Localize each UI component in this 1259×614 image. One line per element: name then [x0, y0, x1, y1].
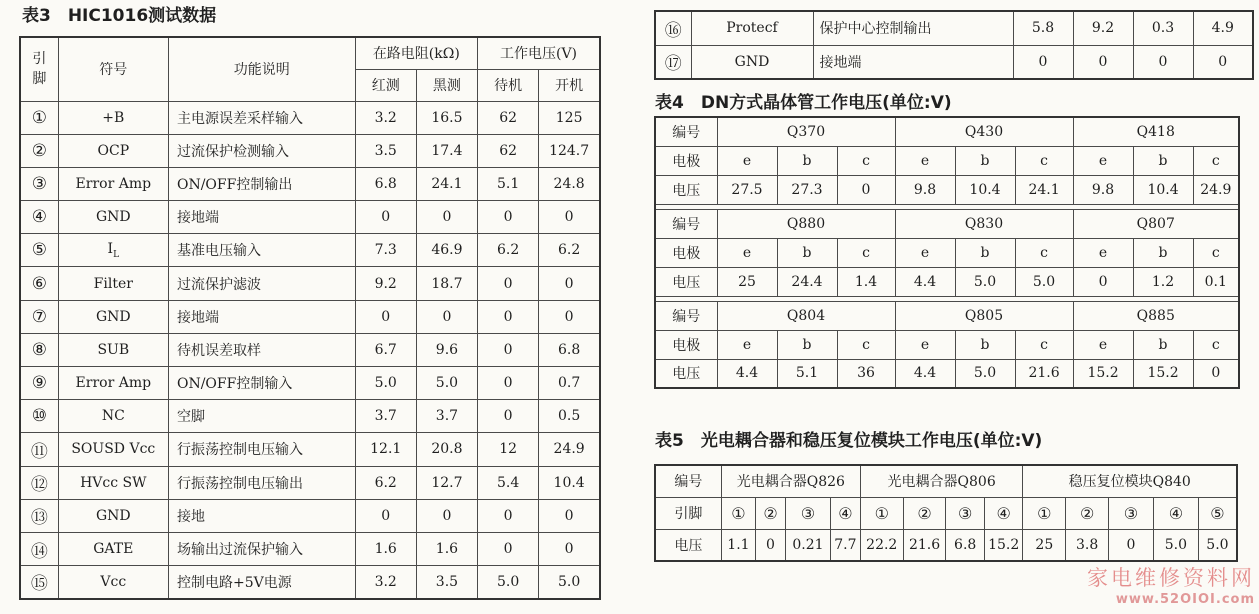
pin-row [655, 497, 1237, 529]
row-pin: ⑦ [20, 300, 58, 333]
electrode-cell: e [895, 330, 955, 359]
row-pin: ⑨ [20, 367, 58, 400]
voltage-row [655, 359, 1239, 388]
row-black: 0 [416, 201, 477, 234]
voltage-cell: 0 [1073, 267, 1133, 296]
row-symbol: NC [58, 400, 168, 433]
row-pin: ① [20, 101, 58, 134]
header-voltage: 工作电压(V) [478, 37, 600, 69]
row-function: 行振荡控制电压输出 [168, 466, 355, 499]
voltage-row [655, 267, 1239, 296]
row-on: 6.8 [539, 333, 600, 366]
pin-cell: ⑤ [1198, 497, 1237, 529]
row-pin: ⑭ [20, 532, 58, 565]
label-electrode: 电极 [655, 146, 717, 175]
voltage-cell: 0 [1109, 529, 1154, 561]
voltage-cell: 24.1 [1015, 175, 1073, 204]
header-standby: 待机 [478, 69, 539, 101]
row-function: 空脚 [168, 400, 355, 433]
row-function: 过流保护检测输入 [168, 134, 355, 167]
electrode-cell: b [1133, 146, 1193, 175]
voltage-cell: 5.0 [1198, 529, 1237, 561]
row-pin: ⑫ [20, 466, 58, 499]
voltage-cell: 1.2 [1133, 267, 1193, 296]
electrode-cell: c [837, 330, 895, 359]
table-row [20, 433, 600, 466]
site-watermark [1060, 562, 1255, 607]
table-row [20, 333, 600, 366]
voltage-cell: 21.6 [903, 529, 946, 561]
row-pin: ⑩ [20, 400, 58, 433]
label-id: 编号 [655, 117, 717, 146]
row-black: 3.5 [416, 566, 477, 599]
row-on: 24.9 [539, 433, 600, 466]
row-symbol: Error Amp [58, 167, 168, 200]
row-pin: ⑪ [20, 433, 58, 466]
transistor-id: Q830 [895, 209, 1073, 238]
row-red: 3.5 [355, 134, 416, 167]
voltage-cell: 4.4 [717, 359, 777, 388]
voltage-cell: 0 [756, 529, 786, 561]
row-red: 0 [355, 300, 416, 333]
electrode-row [655, 146, 1239, 175]
electrode-cell: b [1133, 238, 1193, 267]
table-row [20, 267, 600, 300]
table4 [654, 116, 1240, 389]
row-symbol: SOUSD Vcc [58, 433, 168, 466]
header-red: 红测 [355, 69, 416, 101]
row-symbol: Protecf [691, 11, 813, 45]
row-on: 6.2 [539, 234, 600, 267]
table3-title: 表3 HIC1016测试数据 [22, 6, 217, 26]
voltage-cell: 3.8 [1066, 529, 1109, 561]
electrode-cell: e [895, 238, 955, 267]
voltage-cell: 1.1 [721, 529, 755, 561]
voltage-cell: 25 [717, 267, 777, 296]
table-row [20, 400, 600, 433]
row-symbol: +B [58, 101, 168, 134]
voltage-cell: 0.21 [785, 529, 830, 561]
voltage-cell: 5.0 [1153, 529, 1198, 561]
row-function: ON/OFF控制输出 [168, 167, 355, 200]
row-red: 5.8 [1013, 11, 1073, 45]
row-pin: ③ [20, 167, 58, 200]
label-electrode: 电极 [655, 238, 717, 267]
row-function: 待机误差取样 [168, 333, 355, 366]
module-name: 光电耦合器Q826 [721, 465, 860, 497]
voltage-cell: 5.0 [955, 359, 1015, 388]
row-standby: 0 [478, 267, 539, 300]
row-function: 接地 [168, 499, 355, 532]
transistor-id: Q880 [717, 209, 895, 238]
row-symbol: GATE [58, 532, 168, 565]
row-standby: 12 [478, 433, 539, 466]
voltage-cell: 10.4 [955, 175, 1015, 204]
table5 [654, 464, 1238, 562]
voltage-cell: 4.4 [895, 359, 955, 388]
transistor-id: Q885 [1073, 301, 1239, 330]
electrode-cell: e [1073, 146, 1133, 175]
voltage-cell: 27.5 [717, 175, 777, 204]
row-standby: 62 [478, 101, 539, 134]
transistor-id: Q418 [1073, 117, 1239, 146]
row-symbol: $I_L$ [58, 234, 168, 267]
module-name: 稳压复位模块Q840 [1023, 465, 1237, 497]
pin-cell: ① [721, 497, 755, 529]
pin-cell: ② [903, 497, 946, 529]
electrode-cell: e [1073, 330, 1133, 359]
row-pin: ⑯ [655, 11, 691, 45]
voltage-cell: 9.8 [895, 175, 955, 204]
row-standby: 6.2 [478, 234, 539, 267]
row-black: 9.2 [1073, 11, 1133, 45]
label-id: 编号 [655, 465, 721, 497]
row-on: 0 [539, 201, 600, 234]
row-symbol: GND [58, 300, 168, 333]
voltage-cell: 7.7 [830, 529, 860, 561]
row-function: ON/OFF控制输入 [168, 367, 355, 400]
table4-title: 表4 DN方式晶体管工作电压(单位:V) [655, 93, 952, 113]
row-on: 10.4 [539, 466, 600, 499]
pin-cell: ① [1023, 497, 1066, 529]
pin-cell: ④ [1153, 497, 1198, 529]
label-id: 编号 [655, 301, 717, 330]
watermark-url: www.52OIOI.com [1115, 592, 1255, 607]
row-on: 125 [539, 101, 600, 134]
row-on: 4.9 [1193, 11, 1253, 45]
electrode-cell: e [717, 146, 777, 175]
row-red: 3.2 [355, 566, 416, 599]
row-black: 12.7 [416, 466, 477, 499]
voltage-cell: 5.0 [955, 267, 1015, 296]
voltage-cell: 0 [837, 175, 895, 204]
module-name: 光电耦合器Q806 [860, 465, 1023, 497]
row-symbol: Filter [58, 267, 168, 300]
row-on: 0 [1193, 45, 1253, 79]
label-voltage: 电压 [655, 267, 717, 296]
voltage-cell: 22.2 [860, 529, 903, 561]
voltage-cell: 25 [1023, 529, 1066, 561]
table-row [20, 167, 600, 200]
voltage-cell: 24.4 [777, 267, 837, 296]
voltage-row [655, 529, 1237, 561]
table-row [20, 201, 600, 234]
voltage-cell: 6.8 [946, 529, 985, 561]
voltage-cell: 27.3 [777, 175, 837, 204]
pin-cell: ③ [946, 497, 985, 529]
row-black: 0 [416, 499, 477, 532]
voltage-cell: 5.1 [777, 359, 837, 388]
voltage-cell: 15.2 [984, 529, 1023, 561]
table-row [20, 566, 600, 599]
label-voltage: 电压 [655, 359, 717, 388]
row-symbol: Error Amp [58, 367, 168, 400]
electrode-cell: b [955, 146, 1015, 175]
row-standby: 5.1 [478, 167, 539, 200]
row-pin: ⑰ [655, 45, 691, 79]
header-function: 功能说明 [168, 37, 355, 101]
transistor-id: Q370 [717, 117, 895, 146]
row-red: 5.0 [355, 367, 416, 400]
row-black: 46.9 [416, 234, 477, 267]
table3 [19, 36, 601, 600]
header-pin: 引 脚 [20, 37, 58, 101]
transistor-id: Q807 [1073, 209, 1239, 238]
row-black: 1.6 [416, 532, 477, 565]
electrode-cell: e [895, 146, 955, 175]
transistor-id: Q805 [895, 301, 1073, 330]
row-standby: 0 [478, 367, 539, 400]
row-function: 接地端 [168, 300, 355, 333]
row-standby: 5.0 [478, 566, 539, 599]
row-standby: 0 [478, 333, 539, 366]
voltage-cell: 9.8 [1073, 175, 1133, 204]
table-row [20, 134, 600, 167]
electrode-cell: b [777, 146, 837, 175]
row-symbol: Vcc [58, 566, 168, 599]
row-standby: 0 [1133, 45, 1193, 79]
electrode-cell: c [1193, 330, 1239, 359]
pin-cell: ④ [830, 497, 860, 529]
row-black: 9.6 [416, 333, 477, 366]
label-electrode: 电极 [655, 330, 717, 359]
row-symbol: GND [58, 201, 168, 234]
row-black: 17.4 [416, 134, 477, 167]
electrode-cell: b [955, 330, 1015, 359]
row-function: 过流保护滤波 [168, 267, 355, 300]
voltage-cell: 21.6 [1015, 359, 1073, 388]
id-row [655, 301, 1239, 330]
voltage-cell: 0.1 [1193, 267, 1239, 296]
row-on: 24.8 [539, 167, 600, 200]
row-red: 6.8 [355, 167, 416, 200]
row-on: 0 [539, 499, 600, 532]
row-red: 0 [355, 499, 416, 532]
label-voltage: 电压 [655, 175, 717, 204]
electrode-cell: c [1193, 238, 1239, 267]
table-row [20, 234, 600, 267]
row-standby: 0.3 [1133, 11, 1193, 45]
row-black: 0 [1073, 45, 1133, 79]
row-on: 0 [539, 532, 600, 565]
row-black: 3.7 [416, 400, 477, 433]
row-symbol: OCP [58, 134, 168, 167]
voltage-cell: 4.4 [895, 267, 955, 296]
row-standby: 62 [478, 134, 539, 167]
pin-cell: ② [1066, 497, 1109, 529]
row-symbol: GND [58, 499, 168, 532]
row-pin: ⑥ [20, 267, 58, 300]
table-row [20, 466, 600, 499]
voltage-cell: 15.2 [1133, 359, 1193, 388]
table-row [20, 101, 600, 134]
row-symbol: SUB [58, 333, 168, 366]
row-standby: 0 [478, 499, 539, 532]
pin-cell: ② [756, 497, 786, 529]
row-pin: ⑬ [20, 499, 58, 532]
row-on: 0.5 [539, 400, 600, 433]
table-row [20, 367, 600, 400]
row-pin: ⑮ [20, 566, 58, 599]
electrode-cell: e [717, 330, 777, 359]
header-resistance: 在路电阻(kΩ) [355, 37, 477, 69]
row-red: 1.6 [355, 532, 416, 565]
voltage-cell: 5.0 [1015, 267, 1073, 296]
electrode-cell: c [837, 146, 895, 175]
row-function: 行振荡控制电压输入 [168, 433, 355, 466]
transistor-id: Q430 [895, 117, 1073, 146]
table-row [20, 300, 600, 333]
header-symbol: 符号 [58, 37, 168, 101]
row-on: 5.0 [539, 566, 600, 599]
electrode-cell: b [777, 330, 837, 359]
row-red: 6.7 [355, 333, 416, 366]
row-function: 控制电路+5V电源 [168, 566, 355, 599]
id-row [655, 209, 1239, 238]
voltage-cell: 10.4 [1133, 175, 1193, 204]
row-standby: 5.4 [478, 466, 539, 499]
row-black: 5.0 [416, 367, 477, 400]
row-black: 16.5 [416, 101, 477, 134]
row-function: 保护中心控制输出 [813, 11, 1013, 45]
row-standby: 0 [478, 300, 539, 333]
table-row [20, 499, 600, 532]
row-black: 0 [416, 300, 477, 333]
voltage-cell: 15.2 [1073, 359, 1133, 388]
row-standby: 0 [478, 400, 539, 433]
label-pin: 引脚 [655, 497, 721, 529]
voltage-cell: 1.4 [837, 267, 895, 296]
electrode-cell: b [955, 238, 1015, 267]
row-black: 18.7 [416, 267, 477, 300]
row-symbol: HVcc SW [58, 466, 168, 499]
row-pin: ② [20, 134, 58, 167]
row-red: 12.1 [355, 433, 416, 466]
electrode-cell: e [717, 238, 777, 267]
voltage-row [655, 175, 1239, 204]
row-red: 3.7 [355, 400, 416, 433]
row-pin: ⑤ [20, 234, 58, 267]
row-on: 124.7 [539, 134, 600, 167]
electrode-row [655, 330, 1239, 359]
electrode-cell: b [1133, 330, 1193, 359]
header-black: 黑测 [416, 69, 477, 101]
row-function: 主电源误差采样输入 [168, 101, 355, 134]
row-symbol: GND [691, 45, 813, 79]
row-black: 20.8 [416, 433, 477, 466]
voltage-cell: 0 [1193, 359, 1239, 388]
table5-title: 表5 光电耦合器和稳压复位模块工作电压(单位:V) [655, 431, 1043, 451]
watermark-text: 家电维修资料网 [1087, 566, 1255, 590]
row-pin: ⑧ [20, 333, 58, 366]
row-red: 3.2 [355, 101, 416, 134]
row-on: 0 [539, 267, 600, 300]
id-row [655, 117, 1239, 146]
table-row [655, 45, 1253, 79]
table-row [655, 11, 1253, 45]
row-red: 0 [355, 201, 416, 234]
row-red: 6.2 [355, 466, 416, 499]
row-function: 接地端 [168, 201, 355, 234]
row-function: 基准电压输入 [168, 234, 355, 267]
voltage-cell: 36 [837, 359, 895, 388]
pin-cell: ④ [984, 497, 1023, 529]
id-row [655, 465, 1237, 497]
pin-cell: ③ [1109, 497, 1154, 529]
row-red: 9.2 [355, 267, 416, 300]
electrode-row [655, 238, 1239, 267]
row-standby: 0 [478, 532, 539, 565]
header-on: 开机 [539, 69, 600, 101]
label-id: 编号 [655, 209, 717, 238]
voltage-cell: 24.9 [1193, 175, 1239, 204]
electrode-cell: c [1015, 330, 1073, 359]
row-black: 24.1 [416, 167, 477, 200]
electrode-cell: b [777, 238, 837, 267]
row-red: 7.3 [355, 234, 416, 267]
row-on: 0.7 [539, 367, 600, 400]
pin-cell: ③ [785, 497, 830, 529]
row-standby: 0 [478, 201, 539, 234]
row-red: 0 [1013, 45, 1073, 79]
row-function: 接地端 [813, 45, 1013, 79]
pin-cell: ① [860, 497, 903, 529]
electrode-cell: c [837, 238, 895, 267]
transistor-id: Q804 [717, 301, 895, 330]
electrode-cell: c [1015, 238, 1073, 267]
electrode-cell: e [1073, 238, 1133, 267]
row-function: 场输出过流保护输入 [168, 532, 355, 565]
electrode-cell: c [1015, 146, 1073, 175]
row-pin: ④ [20, 201, 58, 234]
row-on: 0 [539, 300, 600, 333]
label-voltage: 电压 [655, 529, 721, 561]
table-row [20, 532, 600, 565]
electrode-cell: c [1193, 146, 1239, 175]
table3-continued [654, 10, 1254, 80]
